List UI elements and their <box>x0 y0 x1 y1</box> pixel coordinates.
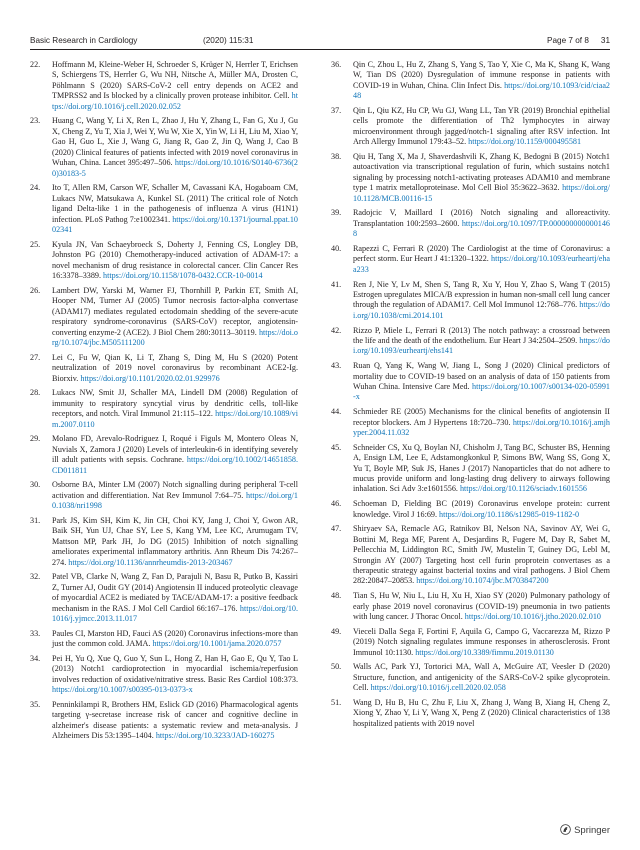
reference-item <box>331 524 610 587</box>
reference-item <box>30 516 298 568</box>
reference-number: 34. <box>30 653 41 663</box>
reference-text: Schneider CS, Xu Q, Boylan NJ, Chisholm J, Tang BC, Schuster BS, Henning A, Ensign LM, Lee E, Adstamongkonkul P, Simons BW, Wang SS, Gong X, Yu T, Boyle MP, Suk JS, Hanes J (2017) Nanoparticles that do not adhere to mucus provide uniform and long-lasting drug delivery to airways following inhalation. Sci Adv 3:e1601556. <box>353 442 610 494</box>
reference-doi-link[interactable]: https://doi.org/10.1126/sciadv.1601556 <box>459 484 587 494</box>
reference-item <box>30 700 298 742</box>
reference-number: 25. <box>30 239 41 249</box>
reference-number: 46. <box>331 499 342 509</box>
reference-item <box>331 326 610 357</box>
reference-doi-link[interactable]: https://doi.org/10.1016/j.yjmcc.2013.11.017 <box>52 603 298 624</box>
reference-item <box>331 208 610 239</box>
reference-number: 32. <box>30 572 41 582</box>
reference-number: 28. <box>30 388 41 398</box>
reference-item <box>331 591 610 622</box>
reference-text: Qin C, Zhou L, Hu Z, Zhang S, Yang S, Tao Y, Xie C, Ma K, Shang K, Wang W, Tian DS (2020) Dysregulation of immune response in patients with COVID-19 in Wuhan, China. Clin Infect Dis. <box>353 60 610 90</box>
reference-column-left <box>30 60 298 746</box>
reference-number: 44. <box>331 407 342 417</box>
reference-text: Lukacs NW, Smit JJ, Schaller MA, Lindell DM (2008) Regulation of immunity to respiratory syncytial virus by dendritic cells, toll-like receptors, and notch. Viral Immunol 21:115–122. <box>52 388 298 419</box>
reference-text: Kyula JN, Van Schaeybroeck S, Doherty J, Fenning CS, Longley DB, Johnston PG (2010) Chemotherapy-induced activation of ADAM-17: a novel mechanism of drug resistance in colorectal cancer. Clin Cancer Res 16:3378–3389. <box>52 239 298 281</box>
reference-doi-link[interactable]: https://doi.org/10.1016/S0140-6736(20)30183-5 <box>52 158 298 178</box>
reference-number: 42. <box>331 325 342 335</box>
reference-text: Schmieder RE (2005) Mechanisms for the clinical benefits of angiotensin II receptor blockers. Am J Hypertens 18:720–730. <box>353 407 610 427</box>
reference-number: 26. <box>30 285 41 295</box>
reference-text: Penninkilampi R, Brothers HM, Eslick GD (2016) Pharmacological agents targeting γ-secretase increase risk of cancer and cognitive decline in alzheimer's disease patients: a systematic review and meta-analysis. J Alzheimers Dis 53:1395–1404. <box>52 699 298 741</box>
reference-item <box>331 152 610 204</box>
reference-text: Osborne BA, Minter LM (2007) Notch signalling during peripheral T-cell activation and differentiation. Nat Rev Immunol 7:64–75. <box>52 480 298 500</box>
reference-text: Walls AC, Park YJ, Tortorici MA, Wall A, McGuire AT, Veesler D (2020) Structure, function, and antigenicity of the SARS-CoV-2 spike glycoprotein. Cell. <box>353 662 610 693</box>
reference-number: 47. <box>331 524 342 534</box>
reference-number: 23. <box>30 116 41 126</box>
reference-doi-link[interactable]: https://doi.org/10.1093/eurheartj/ehaa233 <box>353 254 610 274</box>
reference-item <box>331 407 610 438</box>
reference-item <box>30 434 298 476</box>
reference-text: Lei C, Fu W, Qian K, Li T, Zhang S, Ding M, Hu S (2020) Potent neutralization of 2019 novel coronavirus by recombinant ACE2-Ig. Biorxiv. <box>52 352 298 383</box>
reference-text: Rizzo P, Miele L, Ferrari R (2013) The notch pathway: a crossroad between the life and the death of the endothelium. Eur Heart J 34:2504–2509. <box>353 325 610 345</box>
reference-text: Wang D, Hu B, Hu C, Zhu F, Liu X, Zhang J, Wang B, Xiang H, Cheng Z, Xiong Y, Zhao Y, Li Y, Wang X, Peng Z (2020) Clinical characteristics of 138 hospitalized patients with 2019 novel <box>353 697 610 728</box>
reference-item <box>30 654 298 696</box>
reference-doi-link[interactable]: https://doi.org/10.3389/fimmu.2019.01130 <box>415 647 554 657</box>
reference-item <box>30 353 298 384</box>
reference-doi-link[interactable]: https://doi.org/10.3233/JAD-160275 <box>155 731 275 741</box>
reference-text: Qin L, Qiu KZ, Hu CP, Wu GJ, Wang LL, Tan YR (2019) Bronchial epithelial cells promote the differentiation of Th2 lymphocytes in airway microenvironment through jagged/notch-1 signaling after RSV infection. Int Arch Allergy Immunol 179:43–52. <box>353 106 610 147</box>
reference-doi-link[interactable]: https://doi.org/10.1128/MCB.00116-15 <box>353 183 610 203</box>
page-number: 31 <box>600 36 610 45</box>
reference-text: Hoffmann M, Kleine-Weber H, Schroeder S, Krüger N, Herrler T, Erichsen S, Schiergens TS, Herrler G, Wu NH, Nitsche A, Müller MA, Drosten C, Pöhlmann S (2020) SARS-CoV-2 cell entry depends on ACE2 and TMPRSS2 and Is blocked by a clinically proven protease inhibitor. Cell. <box>52 60 298 101</box>
reference-doi-link[interactable]: https://doi.org/10.1186/s12985-019-1182-0 <box>439 509 580 519</box>
reference-text: Ito T, Allen RM, Carson WF, Schaller M, Cavassani KA, Hogaboam CM, Lukacs NW, Matsukawa A, Kunkel SL (2011) The critical role of Notch ligand Delta-like 1 in the pathogenesis of influenza A virus (H1N1) infection. PLoS Pathog 7:e1002341. <box>52 183 298 224</box>
reference-doi-link[interactable]: https://doi.org/10.1016/j.amjhyper.2004.11.032 <box>353 417 610 437</box>
reference-number: 29. <box>30 434 41 444</box>
reference-text: Ruan Q, Yang K, Wang W, Jiang L, Song J (2020) Clinical predictors of mortality due to COVID-19 based on an analysis of data of 150 patients from Wuhan China. Intensive Care Med. <box>353 361 610 391</box>
publisher-name: Springer <box>574 825 610 836</box>
reference-item <box>331 244 610 275</box>
running-header <box>30 33 610 50</box>
reference-number: 41. <box>331 279 342 289</box>
reference-doi-link[interactable]: https://doi.org/10.1159/000495581 <box>468 137 582 147</box>
reference-number: 38. <box>331 152 342 161</box>
reference-doi-link[interactable]: https://doi.org/10.1158/1078-0432.CCR-10-0014 <box>103 271 263 281</box>
reference-doi-link[interactable]: https://doi.org/10.1007/s00134-020-05991-x <box>353 382 610 402</box>
reference-text: Molano FD, Arevalo-Rodriguez I, Roqué i Figuls M, Montero Oleas N, Nuvials X, Zamora J (2020) Levels of interleukin-6 in identifying severely ill adult patients with sepsis. Cochrane. <box>52 434 298 465</box>
reference-column-right <box>331 60 610 733</box>
reference-item <box>30 572 298 624</box>
reference-number: 48. <box>331 591 342 601</box>
reference-number: 33. <box>30 628 41 638</box>
reference-number: 40. <box>331 244 342 253</box>
reference-text: Schoeman D, Fielding BC (2019) Coronavirus envelope protein: current knowledge. Virol J 16:69. <box>353 499 610 519</box>
reference-item <box>331 627 610 658</box>
reference-doi-link[interactable]: https://doi.org/10.1093/cid/ciaa248 <box>353 80 610 101</box>
reference-number: 43. <box>331 361 342 371</box>
springer-horse-icon <box>560 824 571 835</box>
reference-doi-link[interactable]: https://doi.org/10.1136/annrheumdis-2013-203467 <box>68 557 233 567</box>
page-label: Page 7 of 8 <box>547 36 589 45</box>
reference-doi-link[interactable]: https://doi.org/10.1074/jbc.M703847200 <box>416 576 549 586</box>
reference-text: Rapezzi C, Ferrari R (2020) The Cardiologist at the time of Coronavirus: a perfect storm. Eur Heart J 41:1320–1322. <box>353 244 610 264</box>
reference-text: Park JS, Kim SH, Kim K, Jin CH, Choi KY, Jang J, Choi Y, Gwon AR, Baik SH, Yun UJ, Chae SY, Lee S, Kang YM, Lee KC, Arumugam TV, Mattson MP, Park JH, Jo DG (2015) Inhibition of notch signalling ameliorates experimental inflammatory arthritis. Ann Rheum Dis 74:267–274. <box>52 515 298 567</box>
reference-item <box>331 361 610 403</box>
reference-item <box>30 286 298 349</box>
reference-number: 31. <box>30 515 41 525</box>
reference-text: Paules CI, Marston HD, Fauci AS (2020) Coronavirus infections-more than just the common cold. JAMA. <box>52 628 298 649</box>
reference-item <box>331 60 610 102</box>
reference-doi-link[interactable]: https://doi.org/10.1093/eurheartj/ehs141 <box>353 336 610 356</box>
reference-item <box>30 388 298 430</box>
reference-doi-link[interactable]: https://doi.org/10.1038/cmi.2014.101 <box>353 300 610 320</box>
reference-text: Tian S, Hu W, Niu L, Liu H, Xu H, Xiao SY (2020) Pulmonary pathology of early phase 2019 novel coronavirus (COVID-19) pneumonia in two patients with lung cancer. J Thorac Oncol. <box>353 591 610 621</box>
reference-number: 22. <box>30 60 41 69</box>
reference-number: 27. <box>30 352 41 362</box>
reference-number: 49. <box>331 626 342 636</box>
publisher-footer <box>560 824 610 836</box>
reference-text: Vieceli Dalla Sega F, Fortini F, Aquila G, Campo G, Vaccarezza M, Rizzo P (2019) Notch signaling regulates immune responses in atherosclerosis. Front Immunol 10:1130. <box>353 626 610 657</box>
reference-doi-link[interactable]: https://doi.org/10.1038/nri1998 <box>52 490 298 511</box>
reference-doi-link[interactable]: https://doi.org/10.1007/s00395-013-0373-x <box>52 685 193 695</box>
reference-number: 37. <box>331 106 342 115</box>
reference-text: Lambert DW, Yarski M, Warner FJ, Thornhill P, Parkin ET, Smith AI, Hooper NM, Turner AJ (2005) Tumor necrosis factor-alpha convertase (ADAM17) mediates regulated ectodomain shedding of the severe-acute respiratory syndrome-coronavirus (SARS-CoV) receptor, angiotensin-converting enzyme-2 (ACE2). J Biol Chem 280:30113–30119. <box>52 285 298 337</box>
reference-text: Radojcic V, Maillard I (2016) Notch signaling and alloreactivity. Transplantation 100:2593–2600. <box>353 208 610 228</box>
reference-item <box>331 280 610 322</box>
reference-doi-link[interactable]: https://doi.org/10.1016/j.cell.2020.02.052 <box>52 91 298 111</box>
reference-doi-link[interactable]: https://doi.org/10.1371/journal.ppat.1002341 <box>52 214 298 235</box>
reference-number: 36. <box>331 60 342 69</box>
reference-doi-link[interactable]: https://doi.org/10.1101/2020.02.01.929976 <box>80 373 220 383</box>
reference-item <box>331 106 610 148</box>
reference-number: 39. <box>331 208 342 218</box>
reference-doi-link[interactable]: https://doi.org/10.1002/14651858.CD011811 <box>52 455 298 475</box>
reference-item <box>30 116 298 179</box>
journal-title: Basic Research in Cardiology <box>30 36 138 45</box>
reference-item <box>30 240 298 282</box>
reference-item <box>331 662 610 693</box>
reference-doi-link[interactable]: https://doi.org/10.1016/j.cell.2020.02.058 <box>370 683 506 693</box>
reference-item <box>30 480 298 511</box>
reference-text: Qiu H, Tang X, Ma J, Shaverdashvili K, Zhang K, Bedogni B (2015) Notch1 autoactivation via transcriptional regulation of furin, which sustains notch1 signaling by processing notch1-activating proteases ADAM10 and membrane type 1 matrix metalloproteinase. Mol Cell Biol 35:3622–3632. <box>353 152 610 193</box>
article-citation: (2020) 115:31 <box>203 36 254 45</box>
reference-doi-link[interactable]: https://doi.org/10.1016/j.jtho.2020.02.010 <box>464 612 601 621</box>
reference-doi-link[interactable]: https://doi.org/10.1074/jbc.M505111200 <box>52 327 298 348</box>
reference-item <box>30 60 298 112</box>
reference-doi-link[interactable]: https://doi.org/10.1089/vim.2007.0110 <box>52 409 298 429</box>
reference-doi-link[interactable]: https://doi.org/10.1001/jama.2020.0757 <box>152 639 282 649</box>
reference-item <box>30 183 298 235</box>
reference-text: Shiryaev SA, Remacle AG, Ratnikov BI, Nelson NA, Savinov AY, Wei G, Bottini M, Rega MF, Parent A, Desjardins R, Fugere M, Day R, Sabet M, Pellecchia M, Liddington RC, Smith JW, Mustelin T, Guiney DG, Lebl M, Strongin AY (2007) Targeting host cell furin proprotein convertases as a therapeutic strategy against bacterial toxins and viral pathogens. J Biol Chem 282:20847–20853. <box>353 524 610 586</box>
reference-item <box>331 698 610 729</box>
reference-number: 24. <box>30 183 41 193</box>
reference-number: 50. <box>331 662 342 672</box>
reference-text: Pei H, Yu Q, Xue Q, Guo Y, Sun L, Hong Z, Han H, Gao E, Qu Y, Tao L (2013) Notch1 cardioprotection in myocardial ischemia/reperfusion involves reduction of oxidative/nitrative stress. Basic Res Cardiol 108:373. <box>52 653 298 684</box>
reference-number: 45. <box>331 442 342 452</box>
reference-item <box>331 499 610 520</box>
page-info <box>547 36 610 45</box>
reference-number: 35. <box>30 699 41 709</box>
reference-item <box>30 629 298 650</box>
reference-number: 51. <box>331 697 342 707</box>
reference-doi-link[interactable]: https://doi.org/10.1097/TP.0000000000001468 <box>353 218 610 239</box>
reference-text: Huang C, Wang Y, Li X, Ren L, Zhao J, Hu Y, Zhang L, Fan G, Xu J, Gu X, Cheng Z, Yu T, Xia J, Wei Y, Wu W, Xie X, Yin W, Li H, Liu M, Xiao Y, Gao H, Guo L, Xie J, Wang G, Jiang R, Gao Z, Jin Q, Wang J, Cao B (2020) Clinical features of patients infected with 2019 novel coronavirus in Wuhan, China. Lancet 395:497–506. <box>52 116 298 168</box>
reference-text: Patel VB, Clarke N, Wang Z, Fan D, Parajuli N, Basu R, Putko B, Kassiri Z, Turner AJ, Oudit GY (2014) Angiotensin II induced proteolytic cleavage of myocardial ACE2 is mediated by TACE/ADAM-17: a positive feedback mechanism in the RAS. J Mol Cell Cardiol 66:167–176. <box>52 572 298 613</box>
reference-text: Ren J, Nie Y, Lv M, Shen S, Tang R, Xu Y, Hou Y, Zhao S, Wang T (2015) Estrogen upregulates MICA/B expression in human non-small cell lung cancer through the regulation of ADAM17. Cell Mol Immunol 12:768–776. <box>353 279 610 310</box>
reference-number: 30. <box>30 480 41 490</box>
reference-item <box>331 443 610 495</box>
